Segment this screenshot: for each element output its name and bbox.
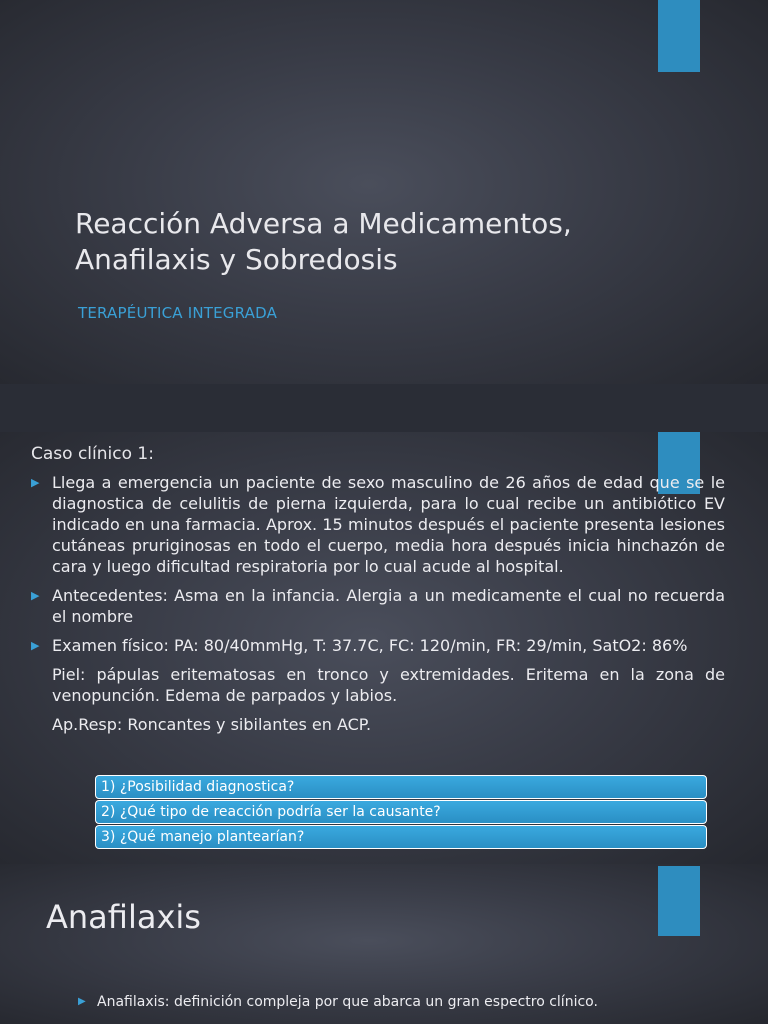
question-box: 2) ¿Qué tipo de reacción podría ser la causante? — [95, 800, 707, 824]
anafilaxis-title: Anafilaxis — [46, 898, 201, 936]
question-box: 3) ¿Qué manejo plantearían? — [95, 825, 707, 849]
bullet-item — [31, 585, 725, 627]
accent-bar — [658, 866, 700, 936]
accent-bar — [658, 0, 700, 72]
exam-skin-text: Piel: pápulas eritematosas en tronco y extremidades. Eritema en la zona de venopunción. Edema de parpados y labios. — [52, 665, 725, 705]
bullet-arrow-icon: ▶ — [31, 639, 40, 652]
bullet-arrow-icon: ▶ — [78, 996, 86, 1007]
title-line-1: Reacción Adversa a Medicamentos, — [75, 207, 572, 240]
slide-case — [0, 432, 768, 864]
bullet-text: Antecedentes: Asma en la infancia. Alergia a un medicamente el cual no recuerda el nombre — [52, 586, 725, 626]
bullet-item — [78, 994, 617, 1010]
case-bullets — [31, 472, 725, 735]
title-line-2: Anafilaxis y Sobredosis — [75, 243, 398, 276]
bullet-arrow-icon: ▶ — [31, 476, 40, 489]
question-box: 1) ¿Posibilidad diagnostica? — [95, 775, 707, 799]
bullet-text: Examen físico: PA: 80/40mmHg, T: 37.7C, FC: 120/min, FR: 29/min, SatO2: 86% — [52, 636, 688, 655]
bullet-arrow-icon: ▶ — [31, 589, 40, 602]
bullet-text: Anafilaxis: definición compleja por que abarca un gran espectro clínico. — [97, 994, 598, 1010]
slide-subtitle: TERAPÉUTICA INTEGRADA — [78, 304, 278, 322]
slide-title-heading — [75, 206, 572, 278]
bullet-item — [31, 472, 725, 577]
bullet-item — [31, 635, 725, 656]
case-heading: Caso clínico 1: — [31, 444, 154, 464]
bullet-text: Llega a emergencia un paciente de sexo masculino de 26 años de edad que se le diagnostica de celulitis de pierna izquierda, para lo cual recibe un antibiótico EV indicado en una farmacia. Aprox. 15 minutos después el paciente presenta lesiones cutáneas pruriginosas en todo el cuerpo, media hora después inicia hinchazón de cara y luego dificultad respiratoria por lo cual acude al hospital. — [52, 473, 725, 576]
exam-resp-text: Ap.Resp: Roncantes y sibilantes en ACP. — [52, 715, 372, 734]
slide-title — [0, 0, 768, 384]
slide-anafilaxis — [0, 864, 768, 1024]
